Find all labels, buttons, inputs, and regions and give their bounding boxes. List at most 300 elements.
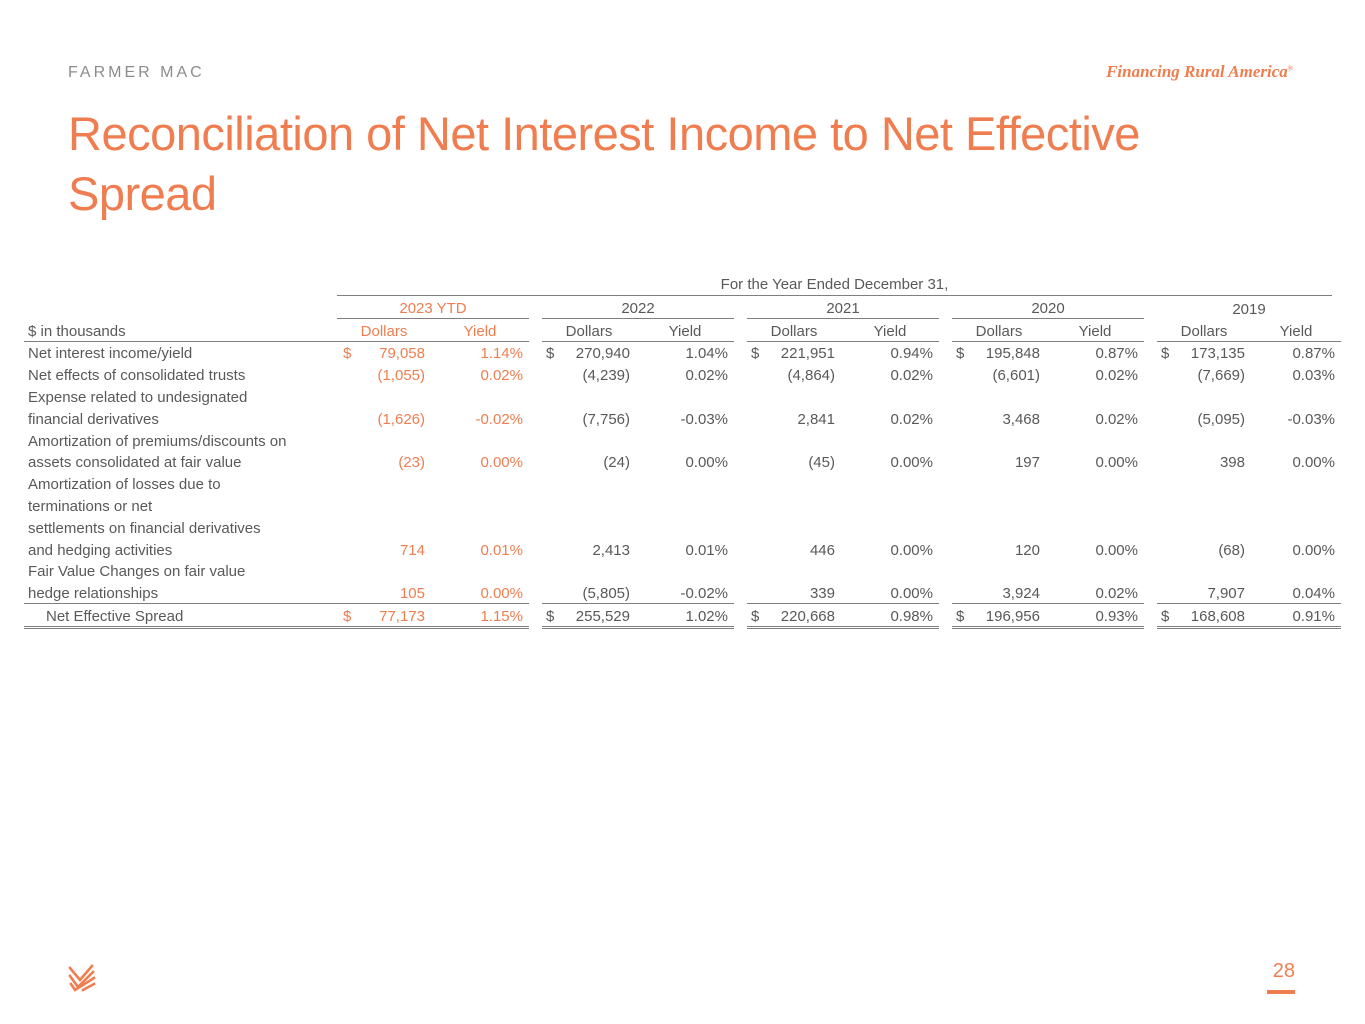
reconciliation-table: [24, 296, 1341, 629]
column-gap: [939, 451, 952, 473]
column-gap: [529, 296, 542, 319]
empty-cell: [24, 296, 337, 319]
yield-value: -0.02%: [475, 410, 523, 428]
yield-value: 0.02%: [1046, 581, 1144, 604]
empty-cell: [355, 560, 431, 582]
empty-cell: [1157, 560, 1175, 582]
total-dollars-value: 168,608: [1175, 604, 1251, 629]
table-caption: For the Year Ended December 31,: [720, 276, 949, 293]
column-gap: [734, 342, 747, 364]
empty-cell: [952, 516, 970, 538]
empty-cell: [841, 472, 939, 494]
yield-header: Yield: [636, 319, 734, 342]
empty-cell: [636, 472, 734, 494]
dollars-value: (45): [808, 454, 835, 472]
column-gap: [1144, 581, 1157, 604]
column-gap: [939, 407, 952, 429]
empty-cell: [1157, 429, 1175, 451]
empty-cell: [529, 429, 542, 451]
yield-value: 0.00%: [480, 454, 523, 472]
empty-cell: [734, 472, 747, 494]
yield-value: 0.02%: [890, 410, 933, 428]
column-gap: [734, 604, 747, 629]
table-row: [24, 516, 1341, 538]
empty-cell: [431, 429, 529, 451]
empty-cell: [1144, 494, 1157, 516]
yield-header: Yield: [841, 319, 939, 342]
dollars-value: 195,848: [985, 345, 1040, 363]
yield-header: Yield: [1046, 319, 1144, 342]
empty-cell: [560, 472, 636, 494]
yield-value: 0.87%: [1095, 345, 1138, 363]
empty-cell: [1175, 560, 1251, 582]
empty-cell: [841, 516, 939, 538]
dollars-value: 339: [765, 581, 841, 604]
yield-value: 0.00%: [890, 541, 933, 559]
row-label: financial derivatives: [28, 410, 159, 428]
empty-cell: [636, 494, 734, 516]
dollars-value: (5,805): [560, 581, 636, 604]
empty-cell: [1046, 385, 1144, 407]
yield-value: 1.04%: [685, 345, 728, 363]
empty-cell: [1175, 472, 1251, 494]
empty-cell: [734, 560, 747, 582]
empty-cell: [734, 516, 747, 538]
empty-cell: [1157, 407, 1175, 429]
empty-cell: [1175, 494, 1251, 516]
column-gap: [939, 363, 952, 385]
period-header: 2022: [542, 296, 734, 319]
yield-value: 0.00%: [1095, 541, 1138, 559]
yield-value: 0.00%: [685, 454, 728, 472]
column-gap: [939, 296, 952, 319]
table-row: [24, 385, 1341, 407]
column-gap: [529, 407, 542, 429]
empty-cell: [841, 560, 939, 582]
empty-cell: [747, 581, 765, 604]
empty-cell: [952, 494, 970, 516]
empty-cell: [560, 385, 636, 407]
currency-symbol: $: [546, 345, 555, 363]
empty-cell: [529, 560, 542, 582]
total-yield-value: 0.93%: [1046, 604, 1144, 629]
yield-value: 0.04%: [1251, 581, 1341, 604]
empty-cell: [1251, 516, 1341, 538]
empty-cell: [1157, 538, 1175, 560]
empty-cell: [560, 560, 636, 582]
currency-symbol: $: [1157, 604, 1175, 629]
row-label: Amortization of losses due to: [28, 476, 221, 494]
empty-cell: [337, 560, 355, 582]
dollars-header: Dollars: [952, 319, 1046, 342]
dollars-header: Dollars: [542, 319, 636, 342]
dollars-value: (5,095): [1197, 410, 1245, 428]
column-gap: [529, 363, 542, 385]
row-label: Fair Value Changes on fair value: [28, 563, 246, 581]
yield-value: 0.94%: [890, 345, 933, 363]
empty-cell: [970, 385, 1046, 407]
row-label: terminations or net: [28, 497, 153, 515]
empty-cell: [529, 494, 542, 516]
row-label: settlements on financial derivatives: [28, 519, 261, 537]
empty-cell: [939, 385, 952, 407]
empty-cell: [431, 385, 529, 407]
yield-value: 0.02%: [1095, 367, 1138, 385]
table-row: [24, 363, 1341, 385]
total-dollars-value: 196,956: [970, 604, 1046, 629]
empty-cell: [765, 494, 841, 516]
yield-value: -0.03%: [680, 410, 728, 428]
dollars-value: (23): [398, 454, 425, 472]
total-yield-value: 0.91%: [1251, 604, 1341, 629]
empty-cell: [542, 429, 560, 451]
empty-cell: [841, 385, 939, 407]
units-label: $ in thousands: [24, 319, 337, 342]
empty-cell: [1175, 385, 1251, 407]
column-gap: [734, 538, 747, 560]
empty-cell: [970, 494, 1046, 516]
empty-cell: [1046, 472, 1144, 494]
total-row: [24, 604, 1341, 629]
yield-value: 0.00%: [1292, 454, 1335, 472]
table-row: [24, 581, 1341, 604]
empty-cell: [747, 451, 765, 473]
dollars-value: (1,626): [377, 410, 425, 428]
empty-cell: [1144, 516, 1157, 538]
empty-cell: [1175, 429, 1251, 451]
currency-symbol: $: [751, 345, 760, 363]
empty-cell: [560, 516, 636, 538]
dollars-value: (68): [1218, 541, 1245, 559]
brand-name: FARMER MAC: [68, 64, 205, 81]
empty-cell: [841, 429, 939, 451]
empty-cell: [560, 429, 636, 451]
empty-cell: [337, 516, 355, 538]
table-row: [24, 472, 1341, 494]
yield-value: 0.00%: [890, 454, 933, 472]
empty-cell: [1251, 494, 1341, 516]
empty-cell: [1175, 516, 1251, 538]
empty-cell: [355, 429, 431, 451]
empty-cell: [529, 472, 542, 494]
empty-cell: [765, 429, 841, 451]
empty-cell: [1157, 581, 1175, 604]
yield-value: 0.02%: [890, 367, 933, 385]
dollars-value: 79,058: [379, 345, 425, 363]
dollars-value: 197: [1014, 454, 1040, 472]
empty-cell: [1157, 385, 1175, 407]
empty-cell: [431, 494, 529, 516]
empty-cell: [952, 538, 970, 560]
dollars-value: (7,756): [582, 410, 630, 428]
dollars-value: 120: [1014, 541, 1040, 559]
empty-cell: [542, 385, 560, 407]
empty-cell: [747, 494, 765, 516]
yield-header: Yield: [1251, 319, 1341, 342]
table-row: [24, 429, 1341, 451]
yield-value: 0.02%: [685, 367, 728, 385]
empty-cell: [1157, 363, 1175, 385]
column-gap: [734, 451, 747, 473]
empty-cell: [542, 560, 560, 582]
empty-cell: [636, 560, 734, 582]
currency-symbol: $: [343, 345, 352, 363]
dollars-value: (4,864): [787, 367, 835, 385]
empty-cell: [542, 516, 560, 538]
empty-cell: [952, 472, 970, 494]
empty-cell: [765, 385, 841, 407]
empty-cell: [542, 581, 560, 604]
table-row: [24, 407, 1341, 429]
empty-cell: [431, 516, 529, 538]
dollars-value: (7,669): [1197, 367, 1245, 385]
empty-cell: [765, 516, 841, 538]
empty-cell: [970, 429, 1046, 451]
row-label: Amortization of premiums/discounts on: [28, 432, 287, 450]
empty-cell: [542, 363, 560, 385]
empty-cell: [939, 494, 952, 516]
empty-cell: [1144, 429, 1157, 451]
period-header-row: [24, 296, 1341, 319]
empty-cell: [970, 516, 1046, 538]
column-gap: [734, 296, 747, 319]
column-gap: [939, 604, 952, 629]
column-gap: [939, 342, 952, 364]
empty-cell: [337, 494, 355, 516]
dollars-value: 2,413: [592, 541, 630, 559]
empty-cell: [431, 560, 529, 582]
column-gap: [529, 538, 542, 560]
column-gap: [939, 538, 952, 560]
empty-cell: [337, 385, 355, 407]
empty-cell: [337, 538, 355, 560]
column-gap: [529, 604, 542, 629]
period-header: 2019: [1232, 300, 1266, 318]
registered-mark: ®: [1287, 64, 1293, 73]
currency-symbol: $: [747, 604, 765, 629]
dollars-value: (4,239): [582, 367, 630, 385]
empty-cell: [952, 429, 970, 451]
empty-cell: [542, 472, 560, 494]
empty-cell: [1251, 385, 1341, 407]
table-row: [24, 538, 1341, 560]
yield-value: 0.00%: [431, 581, 529, 604]
empty-cell: [529, 385, 542, 407]
row-label: hedge relationships: [24, 581, 337, 604]
yield-value: 0.01%: [480, 541, 523, 559]
empty-cell: [1144, 385, 1157, 407]
empty-cell: [355, 494, 431, 516]
dollars-value: 221,951: [780, 345, 835, 363]
column-gap: [734, 319, 747, 342]
total-dollars-value: 255,529: [560, 604, 636, 629]
total-label: Net Effective Spread: [24, 604, 337, 629]
yield-value: 0.87%: [1292, 345, 1335, 363]
row-label: Expense related to undesignated: [28, 388, 248, 406]
column-gap: [1144, 342, 1157, 364]
yield-value: 0.00%: [1095, 454, 1138, 472]
empty-cell: [939, 560, 952, 582]
dollars-value: 173,135: [1190, 345, 1245, 363]
yield-value: -0.02%: [636, 581, 734, 604]
yield-value: 0.00%: [841, 581, 939, 604]
dollars-value: 446: [809, 541, 835, 559]
column-header-row: [24, 319, 1341, 342]
empty-cell: [734, 494, 747, 516]
empty-cell: [841, 494, 939, 516]
page-number: 28: [1272, 960, 1295, 982]
empty-cell: [1046, 494, 1144, 516]
brand-tagline: [1106, 62, 1293, 82]
empty-cell: [747, 472, 765, 494]
column-gap: [939, 581, 952, 604]
empty-cell: [337, 581, 355, 604]
table-row: [24, 494, 1341, 516]
yield-value: 0.03%: [1292, 367, 1335, 385]
currency-symbol: $: [1161, 345, 1170, 363]
column-gap: [939, 319, 952, 342]
empty-cell: [529, 516, 542, 538]
column-gap: [529, 581, 542, 604]
empty-cell: [1157, 516, 1175, 538]
empty-cell: [970, 560, 1046, 582]
column-gap: [1144, 319, 1157, 342]
empty-cell: [560, 494, 636, 516]
farmer-mac-logo-icon: [67, 964, 97, 992]
row-label: Net effects of consolidated trusts: [28, 367, 246, 385]
empty-cell: [355, 516, 431, 538]
empty-cell: [636, 385, 734, 407]
table-row: [24, 342, 1341, 364]
empty-cell: [747, 407, 765, 429]
dollars-value: 7,907: [1175, 581, 1251, 604]
dollars-value: 105: [355, 581, 431, 604]
empty-cell: [542, 407, 560, 429]
empty-cell: [1157, 451, 1175, 473]
yield-value: -0.03%: [1287, 410, 1335, 428]
dollars-header: Dollars: [747, 319, 841, 342]
column-gap: [529, 342, 542, 364]
column-gap: [529, 319, 542, 342]
column-gap: [734, 407, 747, 429]
column-gap: [1144, 363, 1157, 385]
column-gap: [734, 581, 747, 604]
table-row: [24, 451, 1341, 473]
empty-cell: [542, 494, 560, 516]
empty-cell: [747, 560, 765, 582]
empty-cell: [1144, 472, 1157, 494]
currency-symbol: $: [542, 604, 560, 629]
empty-cell: [939, 516, 952, 538]
column-gap: [1144, 451, 1157, 473]
yield-value: 0.00%: [1292, 541, 1335, 559]
empty-cell: [542, 538, 560, 560]
yield-value: 0.02%: [1095, 410, 1138, 428]
currency-symbol: $: [952, 604, 970, 629]
tagline-text: Financing Rural America: [1106, 62, 1288, 81]
dollars-value: 398: [1219, 454, 1245, 472]
empty-cell: [734, 385, 747, 407]
empty-cell: [952, 581, 970, 604]
total-dollars-value: 77,173: [355, 604, 431, 629]
empty-cell: [939, 429, 952, 451]
empty-cell: [765, 472, 841, 494]
empty-cell: [337, 429, 355, 451]
empty-cell: [747, 363, 765, 385]
empty-cell: [542, 451, 560, 473]
empty-cell: [734, 429, 747, 451]
page-number-bar: [1267, 990, 1295, 994]
empty-cell: [952, 560, 970, 582]
total-yield-value: 1.02%: [636, 604, 734, 629]
column-gap: [1144, 604, 1157, 629]
period-header: 2020: [952, 296, 1144, 319]
empty-cell: [952, 363, 970, 385]
total-yield-value: 1.15%: [431, 604, 529, 629]
empty-cell: [1157, 494, 1175, 516]
column-gap: [734, 363, 747, 385]
empty-cell: [1157, 472, 1175, 494]
empty-cell: [337, 407, 355, 429]
dollars-value: (1,055): [377, 367, 425, 385]
currency-symbol: $: [337, 604, 355, 629]
dollars-value: 2,841: [797, 410, 835, 428]
yield-value: 1.14%: [480, 345, 523, 363]
dollars-value: (24): [603, 454, 630, 472]
empty-cell: [765, 560, 841, 582]
dollars-value: 3,924: [970, 581, 1046, 604]
column-gap: [1144, 538, 1157, 560]
dollars-value: 714: [399, 541, 425, 559]
empty-cell: [431, 472, 529, 494]
row-label: assets consolidated at fair value: [28, 454, 242, 472]
empty-cell: [337, 472, 355, 494]
period-header: 2021: [747, 296, 939, 319]
empty-cell: [1144, 560, 1157, 582]
page-title: Reconciliation of Net Interest Income to Net Effective Spread: [68, 107, 1140, 220]
empty-cell: [636, 516, 734, 538]
yield-value: 0.02%: [480, 367, 523, 385]
empty-cell: [747, 385, 765, 407]
total-dollars-value: 220,668: [765, 604, 841, 629]
total-yield-value: 0.98%: [841, 604, 939, 629]
empty-cell: [337, 363, 355, 385]
column-gap: [529, 451, 542, 473]
table-row: [24, 560, 1341, 582]
empty-cell: [1251, 429, 1341, 451]
dollars-header: Dollars: [337, 319, 431, 342]
empty-cell: [952, 385, 970, 407]
yield-value: 0.01%: [685, 541, 728, 559]
empty-cell: [747, 538, 765, 560]
empty-cell: [939, 472, 952, 494]
period-header: 2023 YTD: [337, 296, 529, 319]
dollars-value: 3,468: [1002, 410, 1040, 428]
column-gap: [1144, 407, 1157, 429]
empty-cell: [1251, 560, 1341, 582]
empty-cell: [1251, 472, 1341, 494]
empty-cell: [636, 429, 734, 451]
empty-cell: [355, 472, 431, 494]
empty-cell: [952, 451, 970, 473]
dollars-value: (6,601): [992, 367, 1040, 385]
empty-cell: [970, 472, 1046, 494]
row-label: Net interest income/yield: [28, 345, 193, 363]
dollars-header: Dollars: [1157, 319, 1251, 342]
empty-cell: [747, 516, 765, 538]
empty-cell: [1046, 516, 1144, 538]
row-label: and hedging activities: [28, 541, 173, 559]
